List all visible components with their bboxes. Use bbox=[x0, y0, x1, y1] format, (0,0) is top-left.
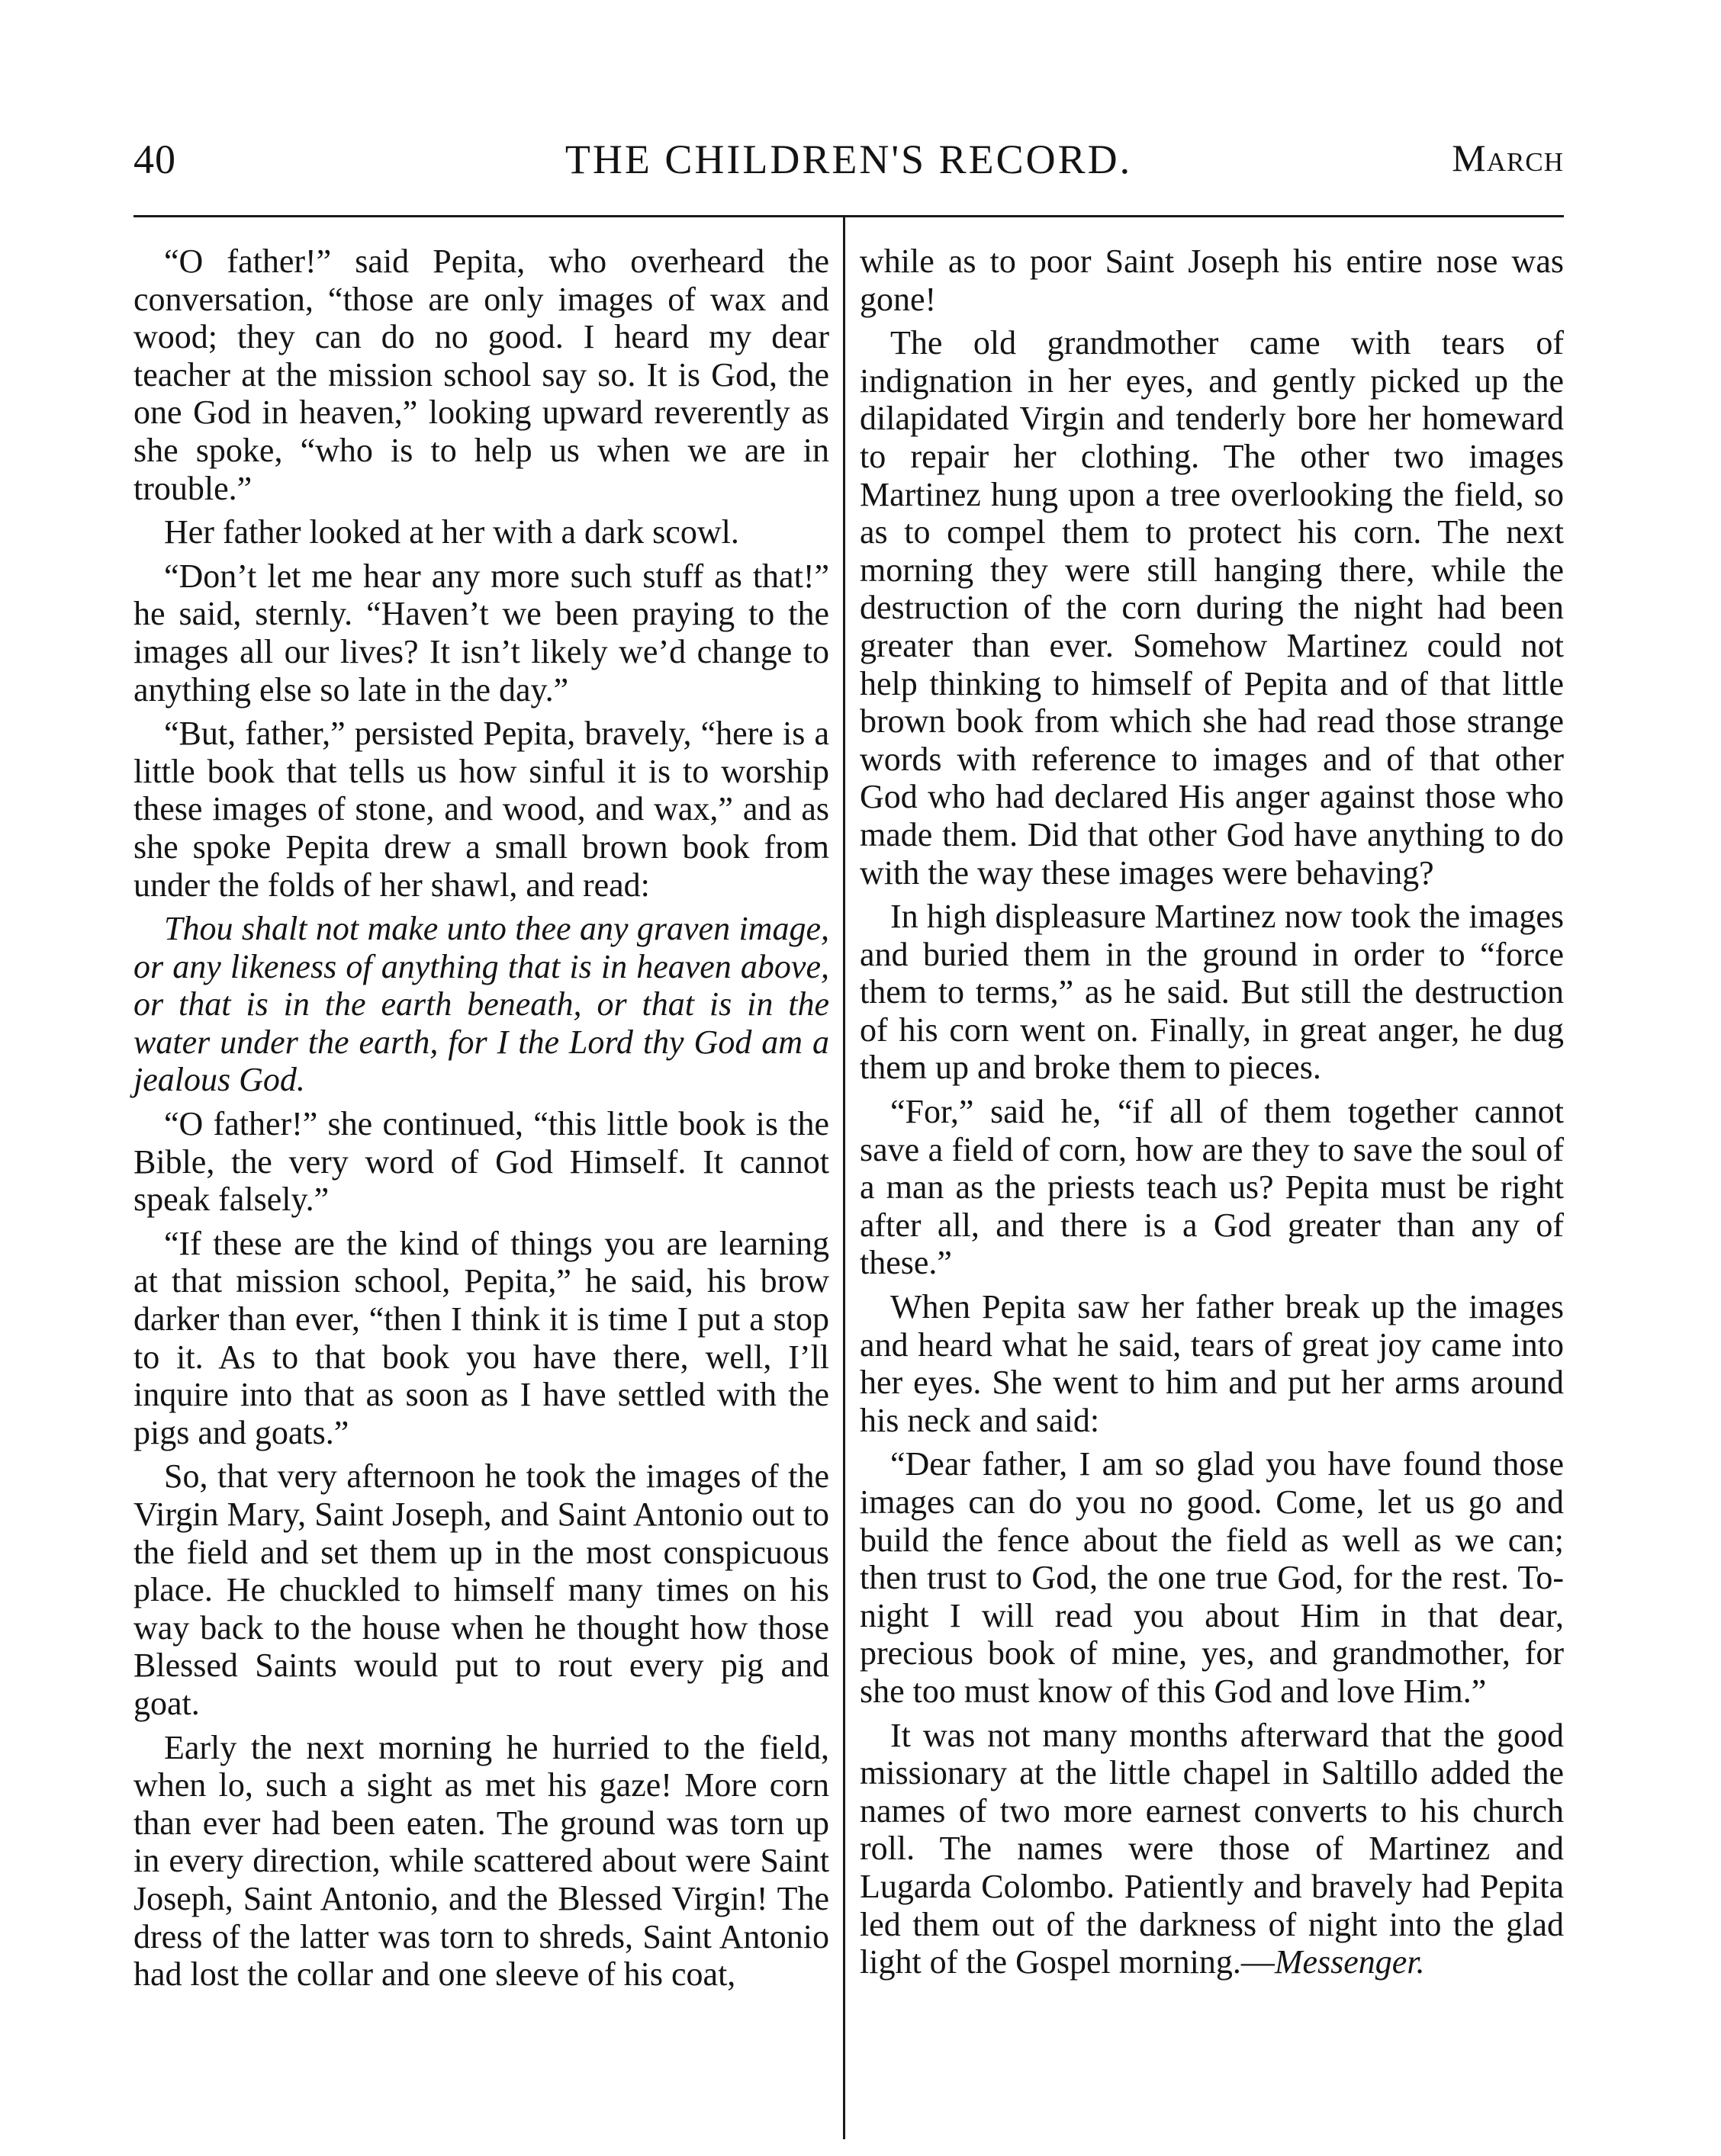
page-header bbox=[133, 136, 1564, 197]
page-number: 40 bbox=[133, 137, 176, 182]
final-paragraph bbox=[860, 1717, 1564, 1981]
paragraph: So, that very afternoon he took the images of the Virgin Mary, Saint Joseph, and Saint Antonio out to the field and set them up in the most conspicuous place. He chuckled to himself many times on his way back to the house when he thought how those Blessed Saints would put to rout every pig and goat. bbox=[133, 1457, 829, 1722]
paragraph-text: It was not many months afterward that the good missionary at the little chapel in Saltillo added the names of two more earnest converts to his church roll. The names were those of Martinez and Lugarda Colombo. Patiently and bravely had Pepita led them out of the darkness of night into the glad light of the Gospel morning.— bbox=[860, 1716, 1564, 1981]
paragraph: In high displeasure Martinez now took the images and buried them in the ground in order to “force them to terms,” as he said. But still the destruction of his corn went on. Finally, in great anger, he dug them up and broke them to pieces. bbox=[860, 898, 1564, 1087]
paragraph: “Don’t let me hear any more such stuff as that!” he said, sternly. “Haven’t we been praying to the images all our lives? It isn’t likely we’d change to anything else so late in the day.” bbox=[133, 557, 829, 708]
paragraph: Early the next morning he hurried to the field, when lo, such a sight as met his gaze! More corn than ever had been eaten. The ground was torn up in every direction, while scattered about were Saint Joseph, Saint Antonio, and the Blessed Virgin! The dress of the latter was torn to shreds, Saint Antonio had lost the collar and one sleeve of his coat, bbox=[133, 1728, 829, 1994]
scripture-quote: Thou shalt not make unto thee any graven image, or any likeness of anything that is in heaven above, or that is in the earth beneath, or that is in the water under the earth, for I the Lord thy God am a jealous God. bbox=[133, 910, 829, 1099]
paragraph: “For,” said he, “if all of them together cannot save a field of corn, how are they to save the soul of a man as the priests teach us? Pepita must be right after all, and there is a God greater than any of these.” bbox=[860, 1093, 1564, 1282]
paragraph: “O father!” she continued, “this little book is the Bible, the very word of God Himself. It cannot speak falsely.” bbox=[133, 1105, 829, 1219]
column-divider bbox=[843, 217, 845, 2139]
paragraph: The old grandmother came with tears of indignation in her eyes, and gently picked up the dilapidated Virgin and tenderly bore her homeward to repair her clothing. The other two images Martinez hung upon a tree overlooking the field, so as to compel them to protect his corn. The next morning they were still hanging there, while the destruction of the corn during the night had been greater than ever. Somehow Martinez could not help thinking to himself of Pepita and of that little brown book from which she had read those strange words with reference to images and of that other God who had declared His anger against those who made them. Did that other God have anything to do with the way these images were behaving? bbox=[860, 324, 1564, 892]
paragraph: When Pepita saw her father break up the images and heard what he said, tears of great joy came into her eyes. She went to him and put her arms around his neck and said: bbox=[860, 1288, 1564, 1439]
paragraph: “Dear father, I am so glad you have found those images can do you no good. Come, let us go and build the fence about the field as well as we can; then trust to God, the one true God, for the rest. To-night I will read you about Him in that dear, precious book of mine, yes, and grandmother, for she too must know of this God and love Him.” bbox=[860, 1445, 1564, 1710]
paragraph: “But, father,” persisted Pepita, bravely, “here is a little book that tells us how sinful it is to worship these images of stone, and wood, and wax,” and as she spoke Pepita drew a small brown book from under the folds of her shawl, and read: bbox=[133, 715, 829, 904]
journal-title: THE CHILDREN'S RECORD. bbox=[565, 137, 1133, 182]
source-attribution: Messenger. bbox=[1274, 1943, 1425, 1981]
paragraph: “If these are the kind of things you are learning at that mission school, Pepita,” he said, his brow darker than ever, “then I think it is time I put a stop to it. As to that book you have there, well, I’ll inquire into that as soon as I have settled with the pigs and goats.” bbox=[133, 1224, 829, 1451]
left-column bbox=[133, 243, 829, 2000]
paragraph-continued: while as to poor Saint Joseph his entire nose was gone! bbox=[860, 243, 1564, 318]
right-column bbox=[860, 243, 1564, 1987]
paragraph: “O father!” said Pepita, who overheard the conversation, “those are only images of wax and wood; they can do no good. I heard my dear teacher at the mission school say so. It is God, the one God in heaven,” looking upward reverently as she spoke, “who is to help us when we are in trouble.” bbox=[133, 243, 829, 507]
header-rule bbox=[133, 215, 1564, 217]
paragraph: Her father looked at her with a dark scowl. bbox=[164, 513, 739, 551]
issue-month: March bbox=[1452, 137, 1564, 179]
